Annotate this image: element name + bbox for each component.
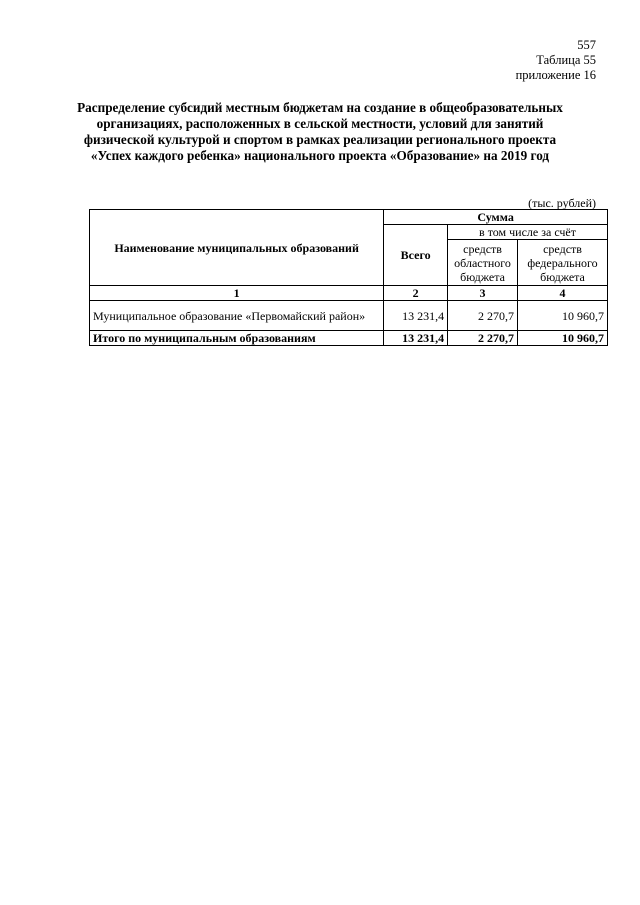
column-numbers-row [90, 286, 608, 301]
header-federal: средств федерального бюджета [518, 240, 608, 286]
header-name: Наименование муниципальных образований [90, 210, 384, 286]
table-row [90, 301, 608, 331]
appendix-label: приложение 16 [515, 68, 596, 82]
row-regional: 2 270,7 [448, 301, 518, 331]
row-total: 13 231,4 [384, 301, 448, 331]
row-federal: 10 960,7 [518, 301, 608, 331]
col-number: 1 [90, 286, 384, 301]
subsidy-table [89, 209, 608, 346]
units-label: (тыс. рублей) [528, 196, 596, 210]
page-number: 557 [577, 38, 596, 52]
col-number: 4 [518, 286, 608, 301]
row-name: Муниципальное образование «Первомайский район» [90, 301, 384, 331]
total-total: 13 231,4 [384, 331, 448, 346]
col-number: 3 [448, 286, 518, 301]
table-number: Таблица 55 [536, 53, 596, 67]
header-sum: Сумма [384, 210, 608, 225]
header-total: Всего [384, 225, 448, 286]
header-including: в том числе за счёт [448, 225, 608, 240]
total-row [90, 331, 608, 346]
col-number: 2 [384, 286, 448, 301]
total-federal: 10 960,7 [518, 331, 608, 346]
document-title: Распределение субсидий местным бюджетам на создание в общеобразовательных организациях, расположенных в сельской местности, условий для занятий физической культурой и спортом в рамках реализации регионального проекта «Успех каждого ребенка» национального проекта «Образование» на 2019 год [77, 100, 563, 163]
total-regional: 2 270,7 [448, 331, 518, 346]
header-regional: средств областного бюджета [448, 240, 518, 286]
total-name: Итого по муниципальным образованиям [90, 331, 384, 346]
